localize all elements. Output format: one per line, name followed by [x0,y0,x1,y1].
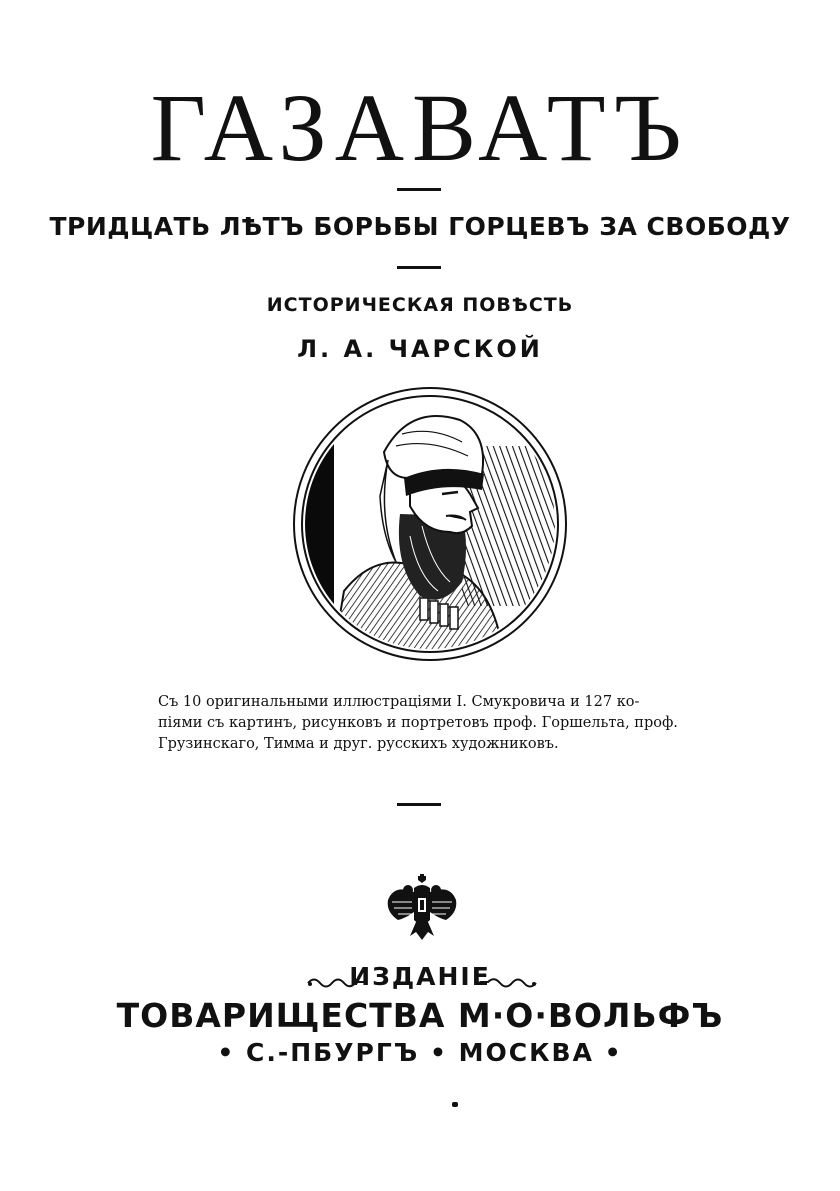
publisher-label: ИЗДАНІЕ [349,962,491,991]
flourish-right-icon [478,974,538,990]
ink-dot [452,1102,458,1107]
book-subtitle: ТРИДЦАТЬ ЛѢТЪ БОРЬБЫ ГОРЦЕВЪ ЗА СВОБОДУ [49,212,791,241]
publisher-cities: • С.-ПБУРГЪ • МОСКВА • [217,1038,623,1067]
credits-line: Грузинскаго, Тимма и друг. русскихъ художниковъ. [158,736,559,752]
book-author: Л. А. ЧАРСКОЙ [297,335,543,363]
illustration-credits [158,692,720,755]
credits-line: піями съ картинъ, рисунковъ и портретовъ проф. Горшельта, проф. [158,715,678,731]
subtitle-divider [397,266,441,269]
book-genre: ИСТОРИЧЕСКАЯ ПОВѢСТЬ [266,294,574,316]
double-headed-eagle-icon [384,874,460,944]
credits-divider [397,803,441,806]
credits-line: Съ 10 оригинальными иллюстраціями I. Смукровича и 127 ко- [158,694,640,710]
book-title: ГАЗАВАТЪ [150,74,690,181]
title-divider [397,188,441,191]
portrait-medallion [292,386,568,662]
publisher-name: ТОВАРИЩЕСТВА М·О·ВОЛЬФЪ [116,996,724,1035]
